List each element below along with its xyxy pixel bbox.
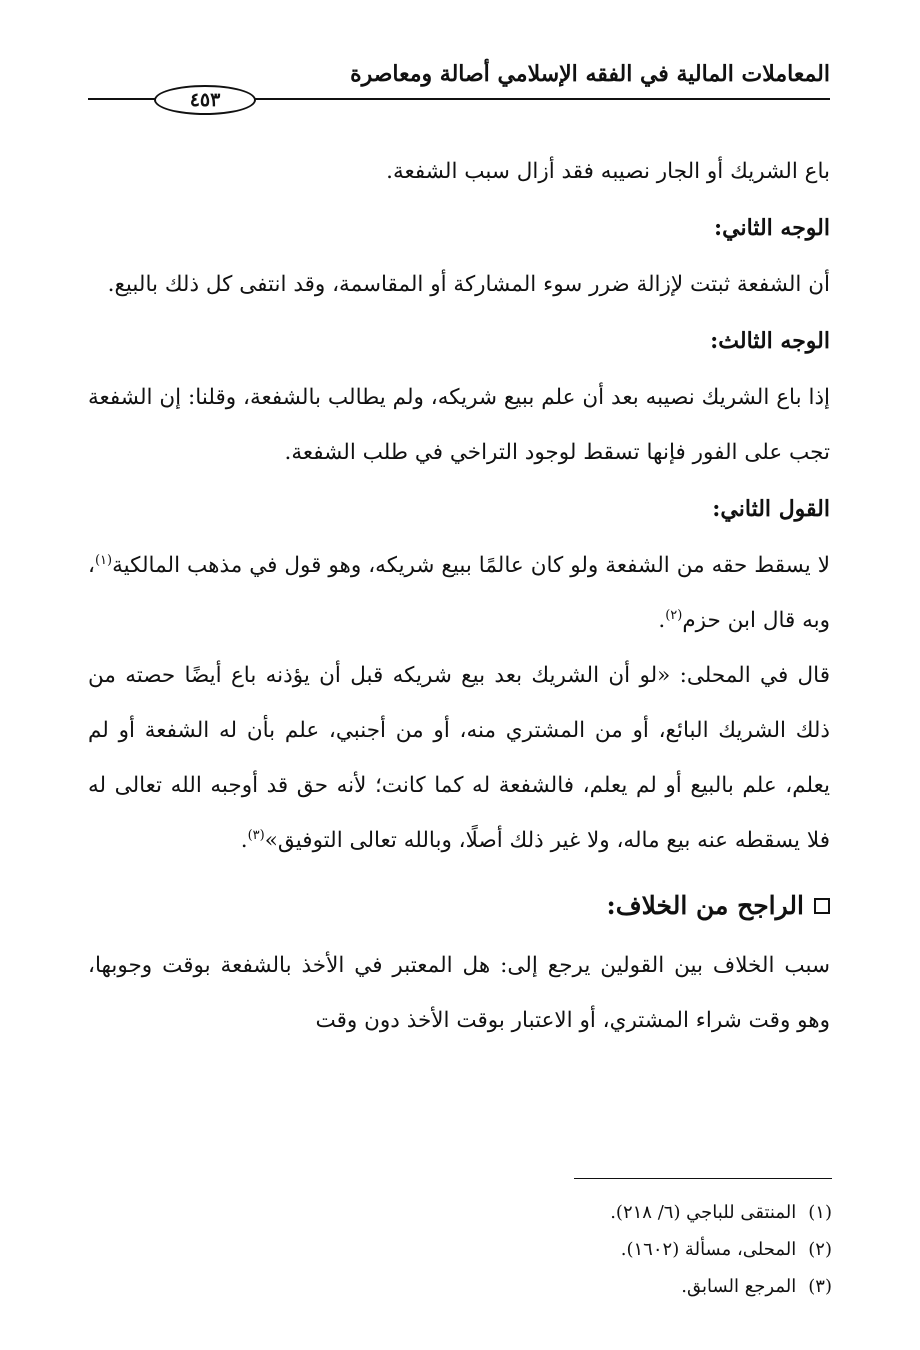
footnote-text: المرجع السابق.: [681, 1276, 797, 1297]
paragraph-4-text-a: لا يسقط حقه من الشفعة ولو كان عالمًا ببيع شريكه، وهو قول في مذهب المالكية: [112, 553, 830, 578]
paragraph-2: أن الشفعة ثبتت لإزالة ضرر سوء المشاركة أو المقاسمة، وقد انتفى كل ذلك بالبيع.: [107, 272, 830, 297]
heading-second-opinion: القول الثاني:: [712, 496, 830, 522]
footnote-1: [90, 1194, 832, 1231]
paragraph-5: [88, 648, 830, 868]
footnote-separator: [574, 1178, 832, 1179]
running-header: [88, 58, 830, 118]
page-body: [88, 144, 830, 1048]
paragraph-1: باع الشريك أو الجار نصيبه فقد أزال سبب الشفعة.: [386, 159, 830, 184]
paragraph-5-text-c: .: [240, 828, 248, 853]
heading-third-aspect: الوجه الثالث:: [710, 328, 830, 354]
footnote-text: المنتقى للباجي (٦/ ٢١٨).: [610, 1202, 797, 1223]
footnote-number: (٣): [808, 1276, 832, 1297]
footnote-ref-2[interactable]: (٢): [665, 607, 683, 623]
paragraph-3: إذا باع الشريك نصيبه بعد أن علم ببيع شريكه، ولم يطالب بالشفعة، وقلنا: إن الشفعة تجب على الفور فإنها تسقط لوجود التراخي في طلب الشفعة.: [88, 385, 830, 465]
paragraph-6: سبب الخلاف بين القولين يرجع إلى: هل المعتبر في الأخذ بالشفعة بوقت وجوبها، وهو وقت شراء المشتري، أو الاعتبار بوقت الأخذ دون وقت: [88, 953, 830, 1033]
footnote-2: [90, 1231, 832, 1268]
section-heading-preferred-view: [88, 874, 830, 938]
footnote-text: المحلى، مسألة (١٦٠٢).: [620, 1239, 797, 1260]
paragraph-4: [88, 538, 830, 648]
paragraph-5-quote: قال في المحلى: «لو أن الشريك بعد بيع شريكه قبل أن يؤذنه باع أيضًا حصته من ذلك الشريك البائع، أو من المشتري منه، أو من أجنبي، علم بأن له الشفعة أو لم يعلم، علم بالبيع أو لم يعلم، فالشفعة له كما كانت؛ لأنه حق قد أوجبه الله تعالى له فلا يسقطه عنه بيع ماله، ولا غير ذلك أصلًا، وبالله تعالى التوفيق»: [88, 663, 830, 853]
footnote-ref-1[interactable]: (١): [94, 552, 113, 568]
paragraph-4-text-b: ، وبه قال ابن حزم: [88, 553, 830, 633]
square-bullet-icon: [814, 898, 830, 914]
footnote-number: (٢): [808, 1239, 832, 1260]
header-title: المعاملات المالية في الفقه الإسلامي أصالة ومعاصرة: [350, 61, 830, 87]
footnote-3: [90, 1268, 832, 1305]
paragraph-4-text-c: .: [658, 608, 666, 633]
footnote-ref-3[interactable]: (٣): [247, 827, 265, 843]
page-number: ٤٥٣: [154, 85, 256, 115]
heading-second-aspect: الوجه الثاني:: [714, 215, 830, 241]
footnote-number: (١): [808, 1202, 832, 1223]
section-heading-text: الراجح من الخلاف:: [606, 891, 804, 920]
footnotes: [90, 1194, 832, 1305]
